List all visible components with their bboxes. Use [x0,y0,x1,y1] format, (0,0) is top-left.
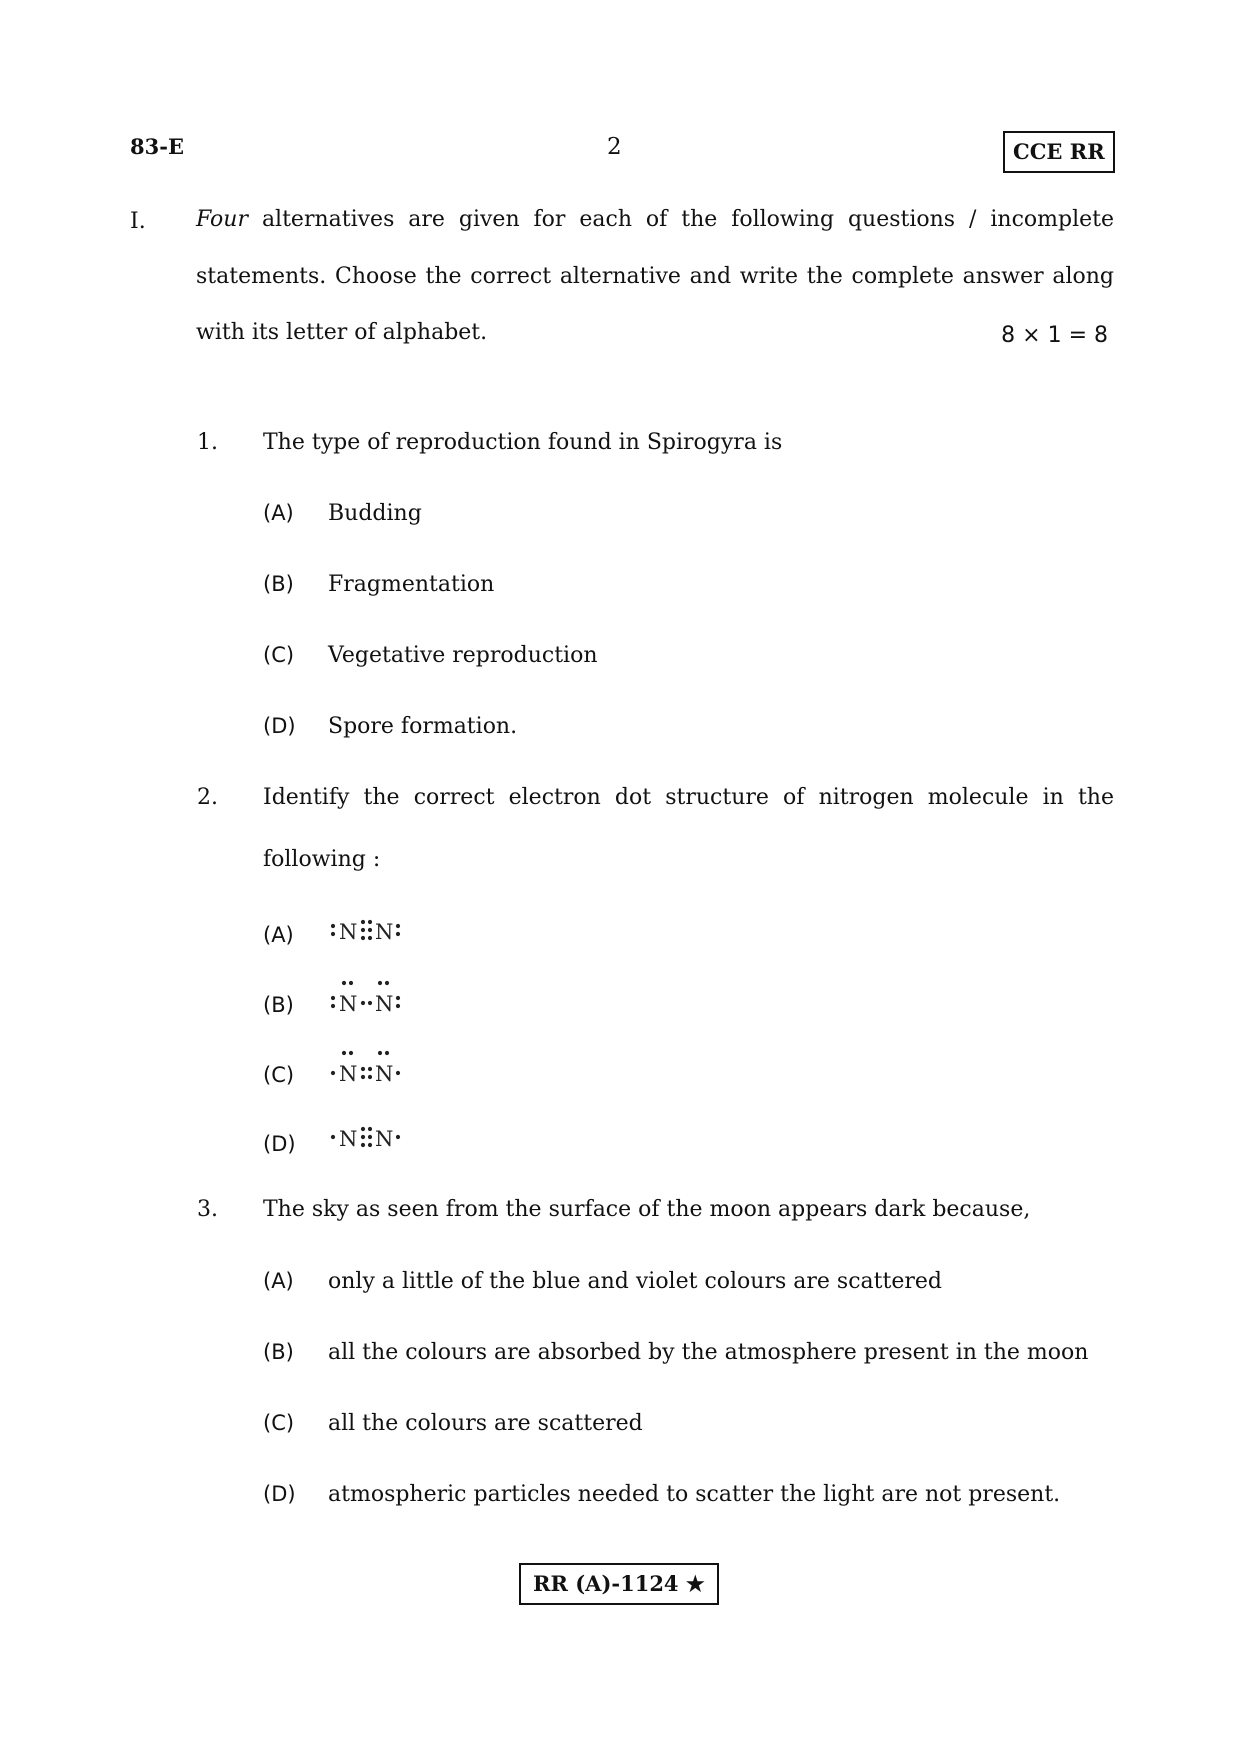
marks-allocation: 8 × 1 = 8 [1001,323,1108,348]
q2c-atom-left: N [339,1062,358,1086]
q2-option-d-structure [328,1120,412,1154]
question-1-number: 1. [197,430,218,455]
q3-option-c-letter: (C) [263,1411,295,1435]
q2b-atom-left: N [339,992,358,1016]
instruction-lead: Four [196,207,248,232]
q2d-atom-left: N [339,1127,358,1151]
q2-option-d-letter: (D) [263,1132,296,1156]
q1-option-b-text: Fragmentation [328,572,495,597]
q2-option-c-letter: (C) [263,1063,295,1087]
q3-option-b-text: all the colours are absorbed by the atmosphere present in the moon [328,1340,1089,1365]
q2-option-b-letter: (B) [263,993,294,1017]
q3-option-a-text: only a little of the blue and violet colours are scattered [328,1269,942,1294]
q2a-atom-right: N [375,920,394,944]
q2-option-a-structure [328,913,412,947]
q1-option-a-letter: (A) [263,501,294,525]
question-2-number: 2. [197,785,218,810]
q1-option-b-letter: (B) [263,572,294,596]
q3-option-d-text: atmospheric particles needed to scatter the light are not present. [328,1482,1061,1507]
series-label-box: CCE RR [1003,131,1115,173]
question-3-number: 3. [197,1197,218,1222]
footer-code: RR (A)-1124 [533,1571,679,1596]
question-3-text: The sky as seen from the surface of the moon appears dark because, [263,1197,1031,1222]
q1-option-a-text: Budding [328,501,422,526]
q1-option-c-text: Vegetative reproduction [328,643,598,668]
q2d-atom-right: N [375,1127,394,1151]
question-1-text: The type of reproduction found in Spirogyra is [263,430,783,455]
q3-option-a-letter: (A) [263,1269,294,1293]
q3-option-d-letter: (D) [263,1482,296,1506]
section-number: I. [130,209,146,234]
q2b-atom-right: N [375,992,394,1016]
question-2-text-line-1: Identify the correct electron dot structure of nitrogen molecule in the [263,785,1114,810]
q1-option-c-letter: (C) [263,643,295,667]
q2-option-b-structure [328,978,412,1018]
q2c-atom-right: N [375,1062,394,1086]
q3-option-c-text: all the colours are scattered [328,1411,643,1436]
footer-code-box [519,1563,719,1605]
q2a-atom-left: N [339,920,358,944]
instruction-line-3: with its letter of alphabet. [196,320,488,345]
instruction-line-2: statements. Choose the correct alternative and write the complete answer along [196,264,1114,289]
q1-option-d-letter: (D) [263,714,296,738]
q2-option-c-structure [328,1048,412,1088]
q1-option-d-text: Spore formation. [328,714,518,739]
star-icon: ★ [685,1571,705,1596]
q3-option-b-letter: (B) [263,1340,294,1364]
q2-option-a-letter: (A) [263,923,294,947]
instruction-line-1-rest: alternatives are given for each of the following questions / incomplete [261,207,1114,232]
instruction-line-1 [196,205,1114,235]
page-number: 2 [607,134,622,160]
paper-code: 83-E [130,134,184,159]
question-2-text-line-2: following : [263,847,381,872]
